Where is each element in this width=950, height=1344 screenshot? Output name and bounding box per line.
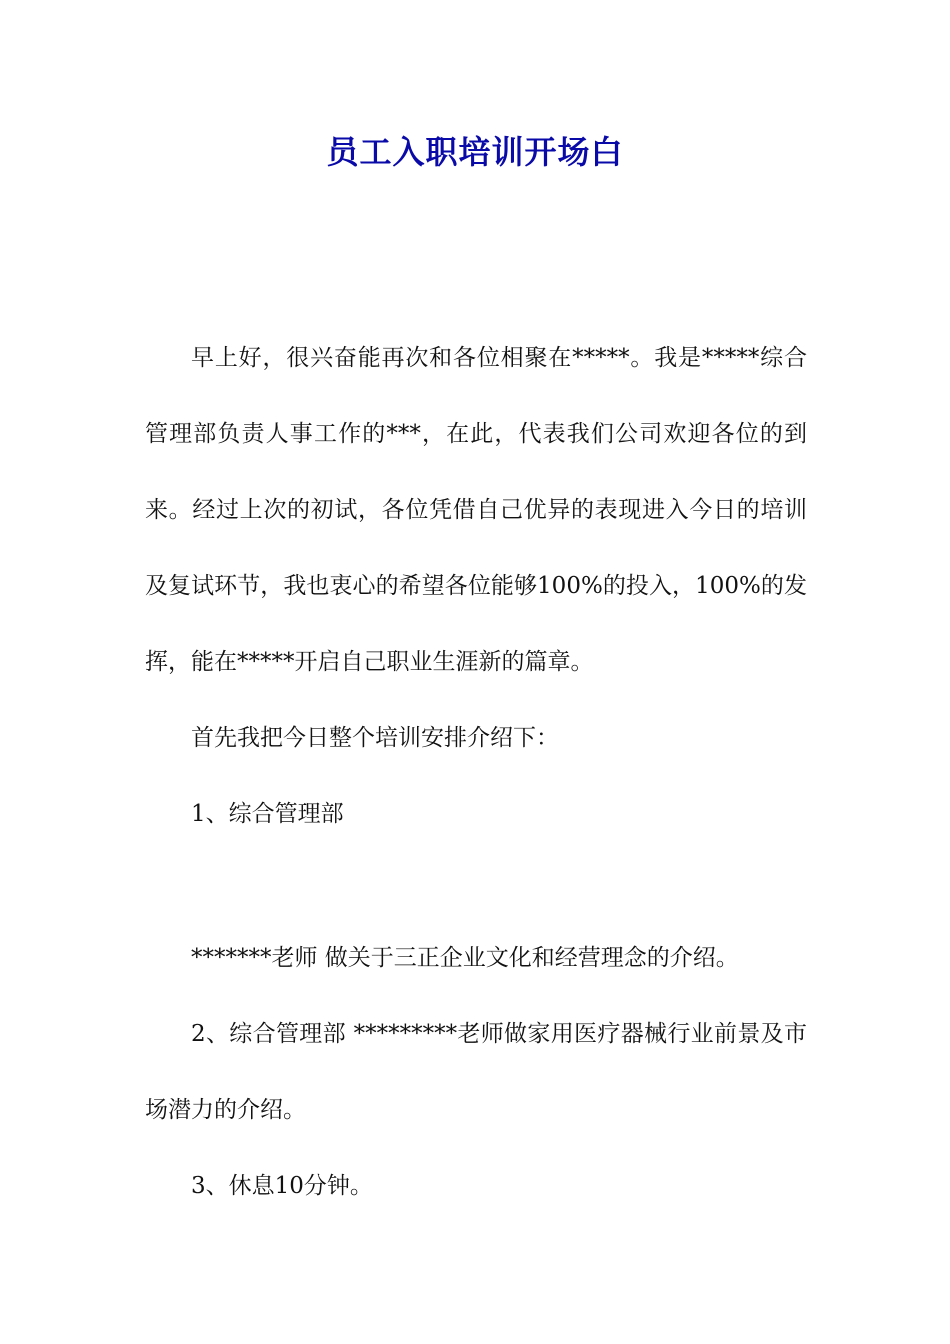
list-item-3: 3、休息10分钟。 [191,1173,373,1199]
list-item-1: 1、综合管理部 [191,801,344,827]
paragraph-schedule-intro: 首先我把今日整个培训安排介绍下： [191,725,559,751]
paragraph-culture-intro: *******老师 做关于三正企业文化和经营理念的介绍。 [191,945,739,971]
document-title: 员工入职培训开场白 [326,133,624,171]
document-body [145,320,807,852]
paragraph-greeting: 早上好，很兴奋能再次和各位相聚在*****。我是*****综合管理部负责人事工作的***，在此，代表我们公司欢迎各位的到来。经过上次的初试，各位凭借自己优异的表现进入今日的培训及复试环节，我也衷心的希望各位能够100%的投入，100%的发挥，能在*****开启自己职业生涯新的篇章。 [145,345,807,675]
list-item-2: 2、综合管理部 *********老师做家用医疗器械行业前景及市场潜力的介绍。 [145,1021,807,1123]
document-body-continued [145,920,807,1224]
